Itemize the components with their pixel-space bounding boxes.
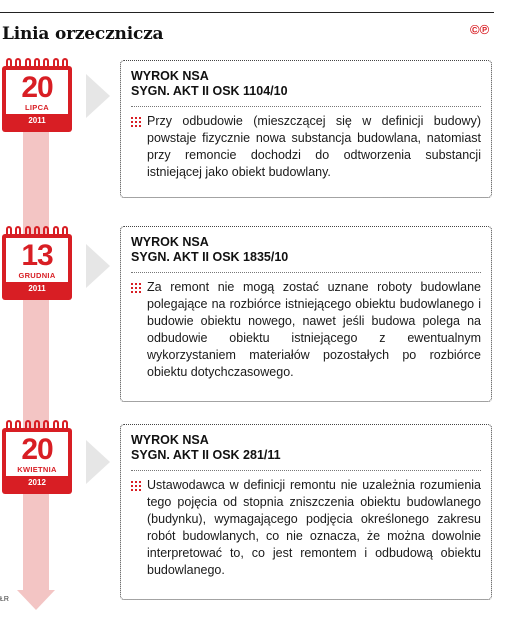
calendar-month: LIPCA (25, 103, 49, 112)
divider (131, 106, 481, 107)
calendar-year: 2011 (28, 116, 46, 125)
ruling-text: Ustawodawca w definicji remontu nie uzależnia rozumienia tego pojęcia od stopnia zniszczenia obiektu budowlanego (budynku), wymagającego podjęcia określonego zakresu robót budowlanych, co nie oznacza, że można dowolnie interpretować to, co jest remontem i odbudową obiektu budowlanego. (147, 478, 481, 577)
ruling-signature: SYGN. AKT II OSK 1835/10 (131, 250, 289, 264)
bullet-grid-icon (131, 283, 141, 293)
calendar-day: 13 (21, 239, 53, 272)
calendar-body (2, 234, 72, 300)
ruling-text-block (131, 113, 481, 181)
calendar-page (6, 70, 68, 114)
ruling-text: Przy odbudowie (mieszczącej się w definicji budowy) powstaje fizycznie nowa substancja budowlana, natomiast przy remoncie dochodzi do odtworzenia substancji istniejącej jako obiekt budowlany. (147, 114, 481, 179)
credit-text: ŁR (0, 596, 9, 603)
ruling-signature: SYGN. AKT II OSK 281/11 (131, 448, 281, 462)
calendar-year: 2011 (28, 284, 46, 293)
ruling-heading: WYROK NSA (131, 69, 209, 83)
calendar-body (2, 66, 72, 132)
calendar-page (6, 238, 68, 282)
ruling-text-block (131, 477, 481, 579)
calendar-year: 2012 (28, 478, 46, 487)
ruling-signature: SYGN. AKT II OSK 1104/10 (131, 84, 288, 98)
ruling-text-block (131, 279, 481, 381)
ruling-heading: WYROK NSA (131, 235, 209, 249)
top-rule (0, 12, 494, 13)
calendar-icon (2, 420, 72, 494)
timeline-arrow-icon (17, 590, 55, 610)
divider (131, 272, 481, 273)
ruling-card (120, 424, 492, 600)
ruling-text: Za remont nie mogą zostać uznane roboty budowlane polegające na rozbiórce istniejącego obiektu budowlanego i budowie obiektu nowego, nawet jeśli budowa polega na odbudowie obiektu istniejącego z ewentualnym wykorzystaniem materiałów pozostałych po rozbiórce obiektu dotychczasowego. (147, 280, 481, 379)
divider (131, 470, 481, 471)
calendar-month: GRUDNIA (18, 271, 56, 280)
calendar-icon (2, 226, 72, 300)
bullet-grid-icon (131, 481, 141, 491)
timeline-bar (23, 66, 49, 590)
copyright-logo: ©℗ (470, 22, 490, 37)
calendar-body (2, 428, 72, 494)
ruling-card (120, 60, 492, 198)
chevron-right-icon (86, 74, 110, 118)
bullet-grid-icon (131, 117, 141, 127)
calendar-page (6, 432, 68, 476)
chevron-right-icon (86, 440, 110, 484)
calendar-month: KWIETNIA (17, 465, 57, 474)
calendar-day: 20 (21, 433, 53, 466)
calendar-day: 20 (21, 71, 53, 104)
calendar-icon (2, 58, 72, 132)
ruling-heading: WYROK NSA (131, 433, 209, 447)
ruling-card (120, 226, 492, 402)
chevron-right-icon (86, 244, 110, 288)
page-title: Linia orzecznicza (2, 24, 164, 44)
